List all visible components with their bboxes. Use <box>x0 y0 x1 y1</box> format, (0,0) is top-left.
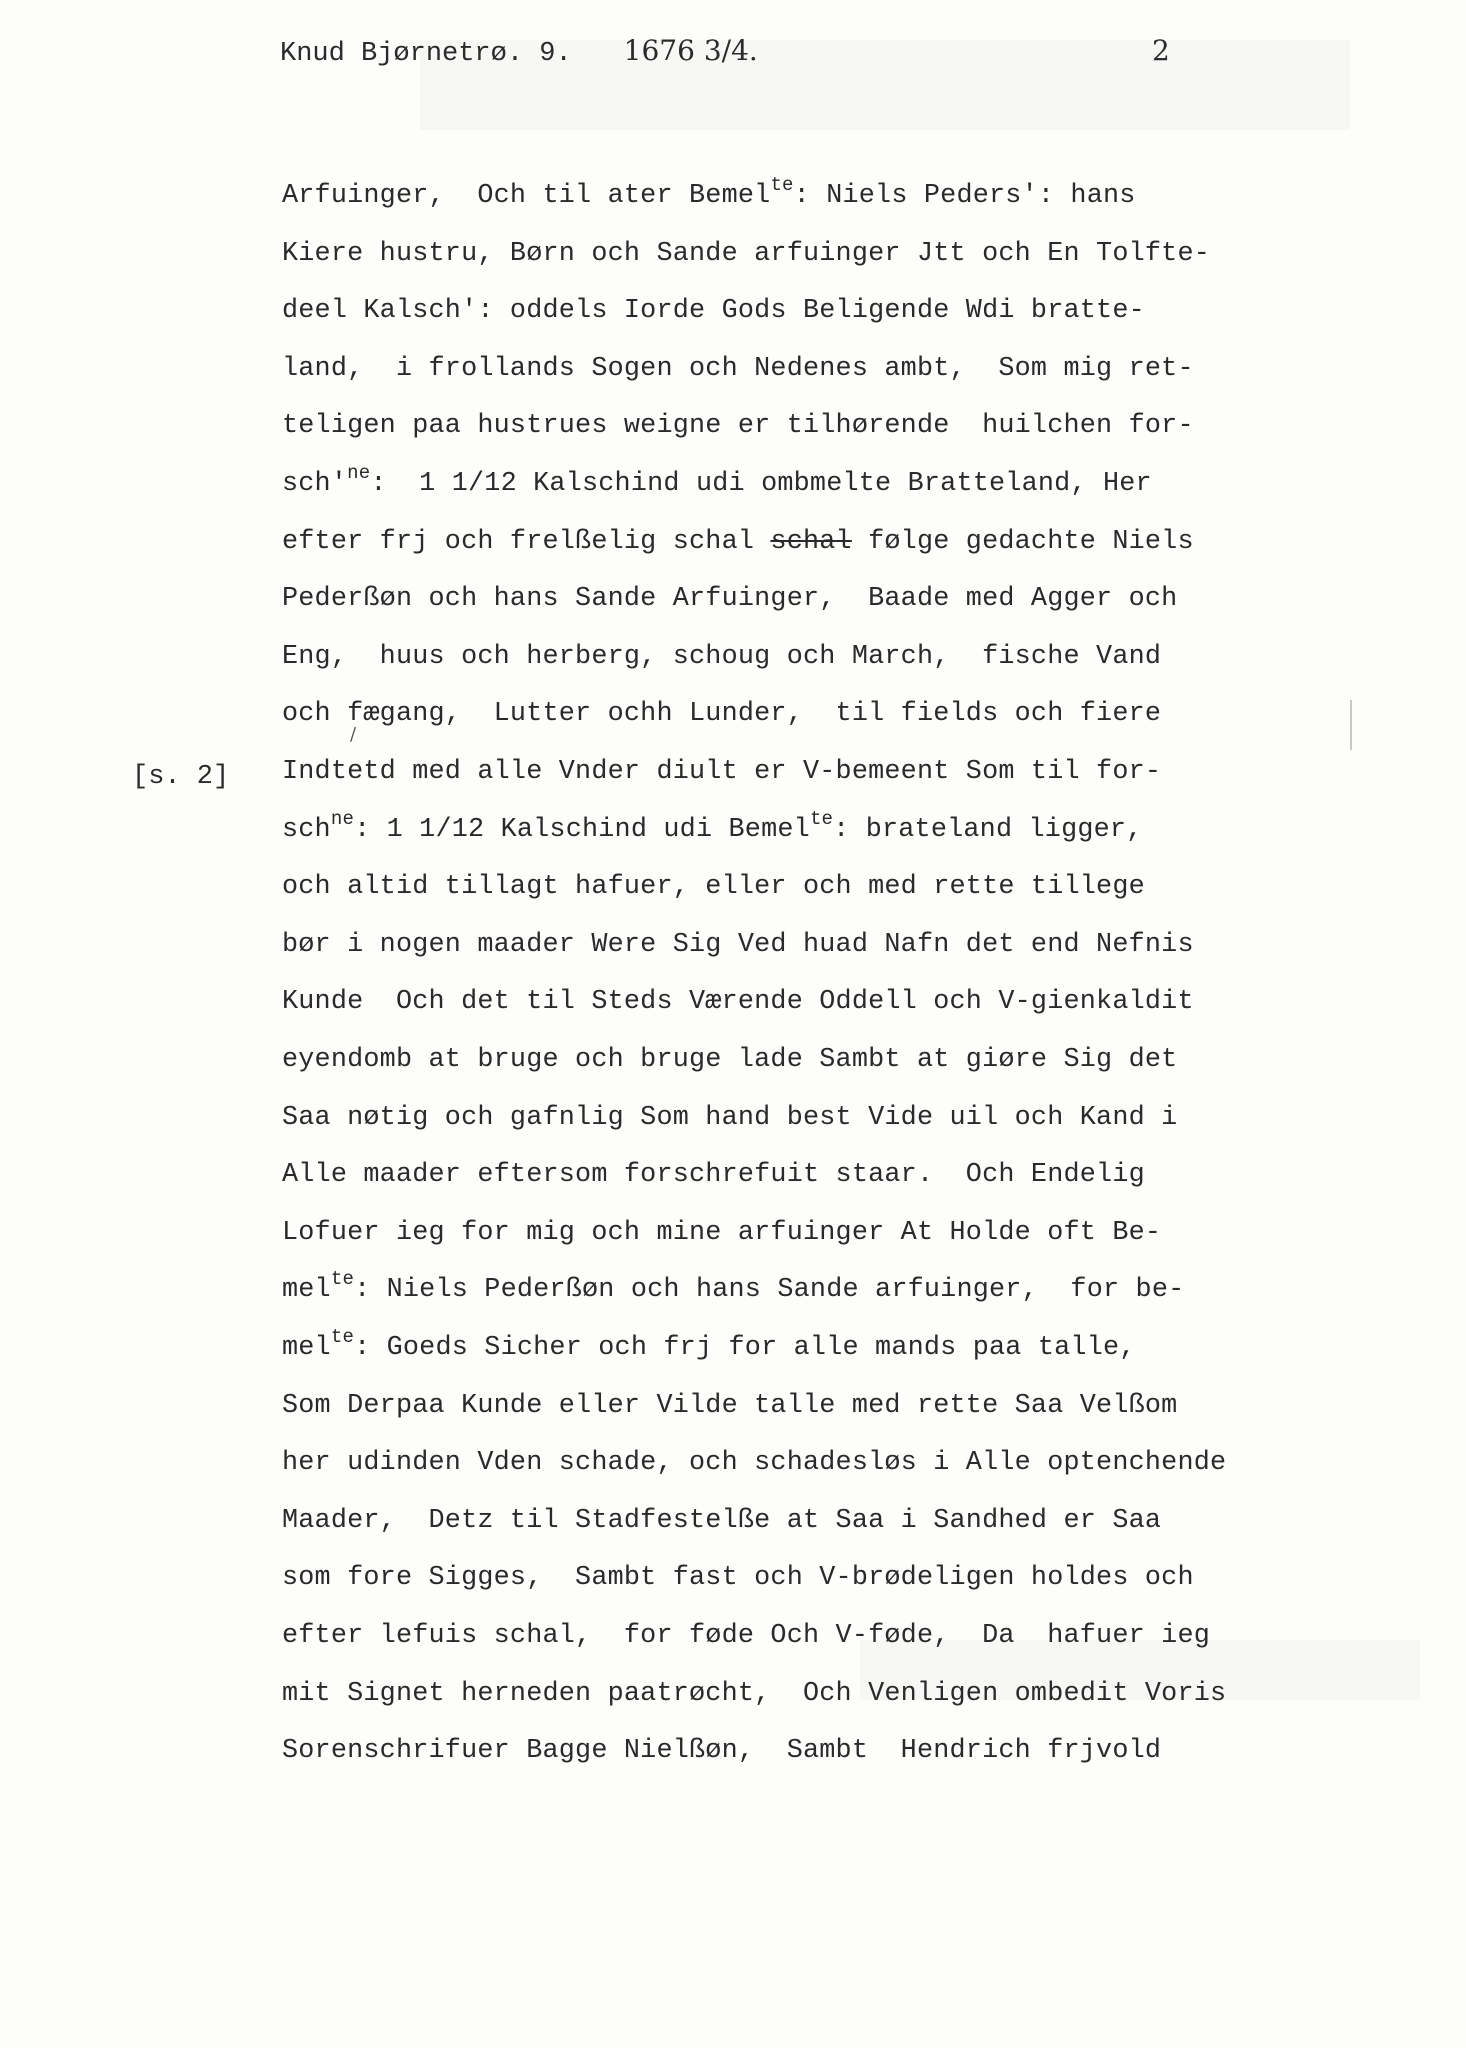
text-line <box>282 982 1194 1022</box>
text-run: Alle maader eftersom forschrefuit staar. Och Endelig <box>282 1160 1145 1191</box>
text-run: : brateland ligger, <box>833 814 1143 845</box>
text-line <box>282 637 1161 677</box>
text-run: : Goeds Sicher och frj for alle mands paa talle, <box>354 1333 1136 1363</box>
text-run: her udinden Vden schade, och schadesløs i Alle optenchende <box>282 1448 1227 1479</box>
text-run: sch' <box>282 469 348 499</box>
text-run: land, i frollands Sogen och Nedenes ambt, Som mig ret- <box>282 353 1194 384</box>
text-line <box>282 291 1145 331</box>
superscript-abbrev: te <box>330 1268 355 1291</box>
text-line <box>282 522 1194 562</box>
text-line <box>282 1328 1136 1368</box>
text-line <box>282 1731 1161 1771</box>
text-run: mit Signet herneden paatrøcht, Och Venligen ombedit Voris <box>282 1678 1227 1709</box>
text-line <box>282 176 1136 216</box>
text-line <box>282 1386 1177 1426</box>
text-line <box>282 1270 1184 1310</box>
text-run: Saa nøtig och gafnlig Som hand best Vide uil och Kand i <box>282 1102 1178 1133</box>
text-run: : Niels Peders': hans <box>793 181 1136 211</box>
text-run: efter frj och frelßelig schal <box>282 526 771 557</box>
superscript-abbrev: te <box>809 807 834 830</box>
handwritten-mark: / <box>350 724 357 745</box>
text-run: mel <box>282 1275 331 1306</box>
text-line <box>282 1443 1226 1483</box>
text-run: Pederßøn och hans Sande Arfuinger, Baade med Agger och <box>282 584 1178 615</box>
text-run: och altid tillagt hafuer, eller och med rette tillege <box>282 872 1145 903</box>
struck-text: schal <box>770 526 852 557</box>
text-run: Kunde Och det til Steds Værende Oddell och V-gienkaldit <box>282 987 1194 1018</box>
text-run: mel <box>282 1333 331 1363</box>
text-line <box>282 406 1194 446</box>
superscript-abbrev: te <box>770 174 794 196</box>
text-line <box>282 1040 1177 1080</box>
superscript-abbrev: ne <box>347 462 371 484</box>
text-line <box>282 752 1161 792</box>
text-run: Eng, huus och herberg, schoug och March, fische Vand <box>282 641 1162 672</box>
text-line <box>282 579 1177 619</box>
text-line <box>282 867 1145 907</box>
text-run: efter lefuis schal, for føde Och V-føde, Da hafuer ieg <box>282 1621 1211 1651</box>
text-run: : 1 1/12 Kalschind udi ombmelte Bratteland, Her <box>370 469 1152 499</box>
header-title: Knud Bjørnetrø. 9. <box>280 39 572 69</box>
text-line <box>282 1674 1226 1714</box>
superscript-abbrev: ne <box>330 807 355 830</box>
header-date: 1676 3/4. <box>623 34 758 67</box>
text-line <box>282 1213 1161 1253</box>
text-run: følge gedachte Niels <box>851 526 1194 557</box>
text-line <box>282 1558 1194 1598</box>
text-run: deel Kalsch': oddels Iorde Gods Beligende Wdi bratte- <box>282 296 1145 327</box>
text-run: Som Derpaa Kunde eller Vilde talle med rette Saa Velßom <box>282 1390 1178 1421</box>
text-run: eyendomb at bruge och bruge lade Sambt at giøre Sig det <box>282 1045 1178 1075</box>
text-line <box>282 1098 1177 1138</box>
text-run: : Niels Pederßøn och hans Sande arfuinger, for be- <box>354 1275 1185 1306</box>
text-run: Sorenschrifuer Bagge Nielßøn, Sambt Hendrich frjvold <box>282 1736 1162 1767</box>
page-header <box>280 34 758 69</box>
text-line <box>282 234 1210 274</box>
text-run: bør i nogen maader Were Sig Ved huad Nafn det end Nefnis <box>282 929 1194 960</box>
text-run: sch <box>282 814 331 845</box>
text-line <box>282 464 1152 504</box>
text-run: : 1 1/12 Kalschind udi Bemel <box>354 814 810 845</box>
text-run: Lofuer ieg for mig och mine arfuinger At Holde oft Be- <box>282 1217 1162 1248</box>
text-run: som fore Sigges, Sambt fast och V-brødeligen holdes och <box>282 1563 1194 1594</box>
text-line <box>282 1616 1210 1656</box>
paper-edge-mark <box>1350 700 1352 750</box>
page-number: 2 <box>1152 34 1170 67</box>
text-line <box>282 349 1194 389</box>
margin-page-reference: [s. 2] <box>132 762 230 792</box>
text-line <box>282 807 1143 850</box>
text-line <box>282 694 1161 734</box>
text-run: Maader, Detz til Stadfestelße at Saa i Sandhed er Saa <box>282 1505 1162 1536</box>
text-line <box>282 1501 1161 1541</box>
text-run: Arfuinger, Och til ater Bemel <box>282 181 771 211</box>
text-run: Kiere hustru, Børn och Sande arfuinger Jtt och En Tolfte- <box>282 238 1211 269</box>
superscript-abbrev: te <box>330 1326 355 1348</box>
text-run: och fægang, Lutter ochh Lunder, til fields och fiere <box>282 699 1162 730</box>
text-run: teligen paa hustrues weigne er tilhørende huilchen for- <box>282 411 1194 442</box>
text-run: Indtetd med alle Vnder diult er V-bemeent Som til for- <box>282 757 1162 787</box>
text-line <box>282 1155 1145 1195</box>
text-line <box>282 925 1194 965</box>
